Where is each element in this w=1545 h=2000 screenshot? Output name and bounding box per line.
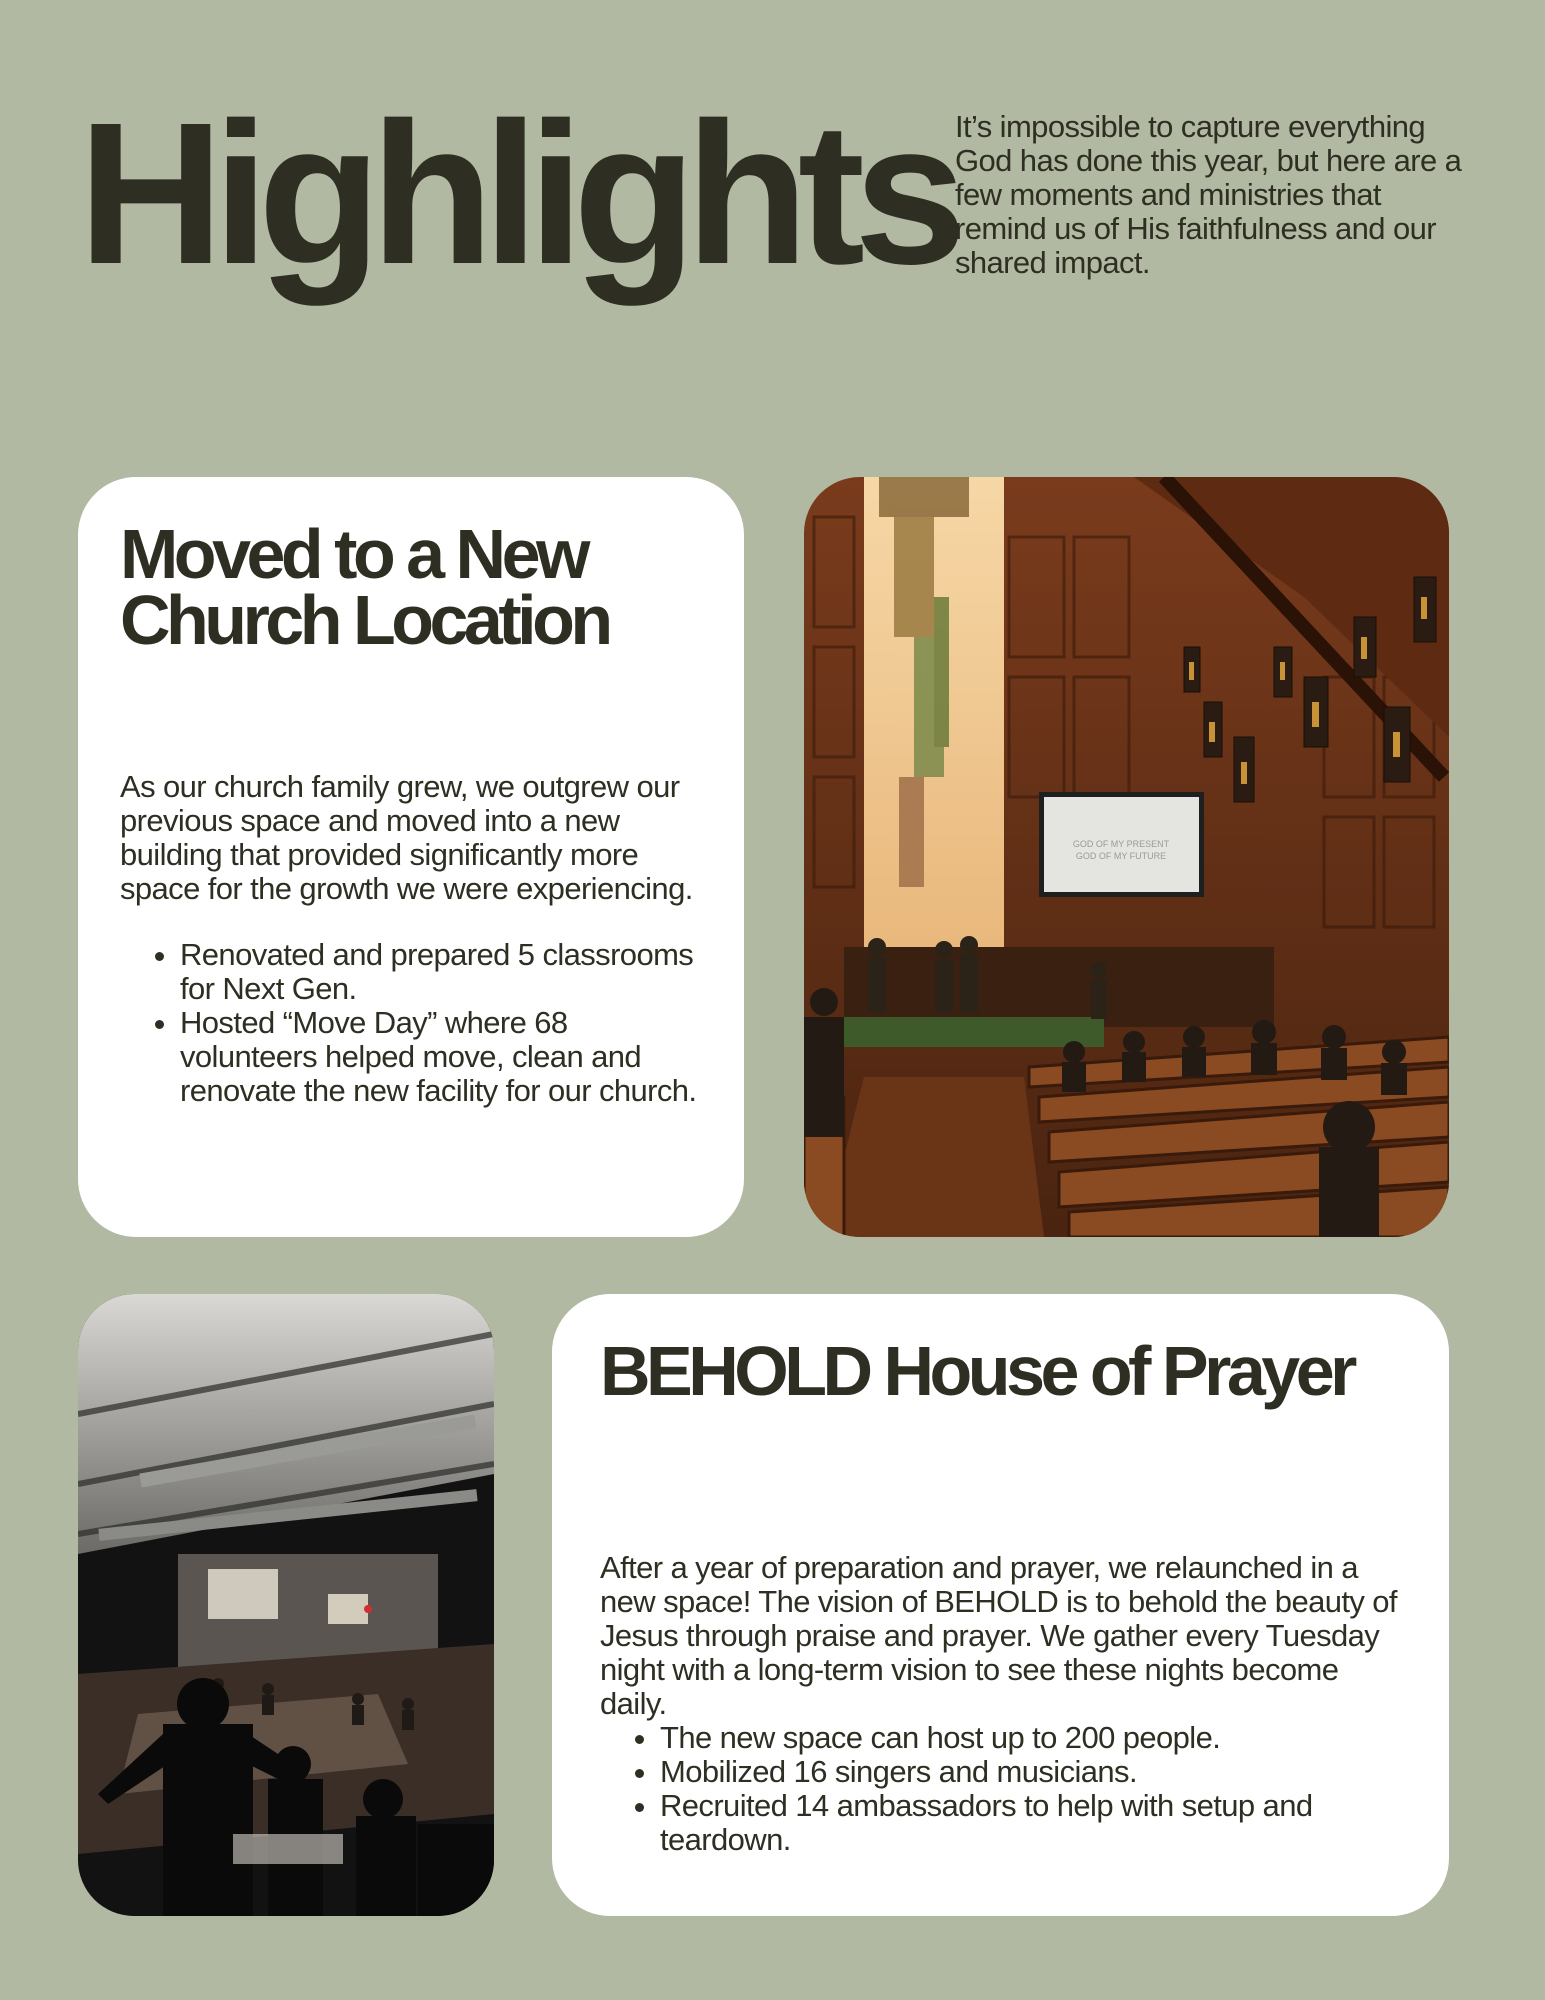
list-item: • Hosted “Move Day” where 68 volunteers helped move, clean and renovate the new facility for our church. <box>180 1006 704 1108</box>
behold-bullets <box>600 1721 1409 1857</box>
new-location-heading-line1: Moved to a New <box>120 515 586 593</box>
new-location-bullets <box>120 938 704 1108</box>
page-title: Highlights <box>78 80 956 306</box>
screen-line1: GOD OF MY PRESENT <box>1072 839 1170 849</box>
intro-text: It’s impossible to capture everything God has done this year, but here are a few moments and ministries that remind us of His faithfulness and our shared impact. <box>955 109 1462 280</box>
screen-line2: GOD OF MY FUTURE <box>1075 851 1167 861</box>
list-item: • Renovated and prepared 5 classrooms for Next Gen. <box>180 938 704 1006</box>
prayer-room-photo <box>78 1294 494 1916</box>
list-item: • The new space can host up to 200 people. <box>660 1721 1409 1755</box>
new-location-card <box>78 477 744 1237</box>
new-location-body: As our church family grew, we outgrew our previous space and moved into a new building that provided significantly more space for the growth we were experiencing. <box>120 769 693 906</box>
behold-body: After a year of preparation and prayer, we relaunched in a new space! The vision of BEHOLD is to behold the beauty of Jesus through praise and prayer. We gather every Tuesday night with a long-term vision to see these nights become daily. <box>600 1550 1397 1721</box>
new-location-heading <box>120 515 704 659</box>
list-item: • Mobilized 16 singers and musicians. <box>660 1755 1409 1789</box>
new-location-heading-line2: Church Location <box>120 581 609 659</box>
behold-card <box>552 1294 1449 1916</box>
list-item: • Recruited 14 ambassadors to help with setup and teardown. <box>660 1789 1409 1857</box>
behold-heading: BEHOLD House of Prayer <box>600 1332 1353 1410</box>
sanctuary-photo <box>804 477 1449 1237</box>
